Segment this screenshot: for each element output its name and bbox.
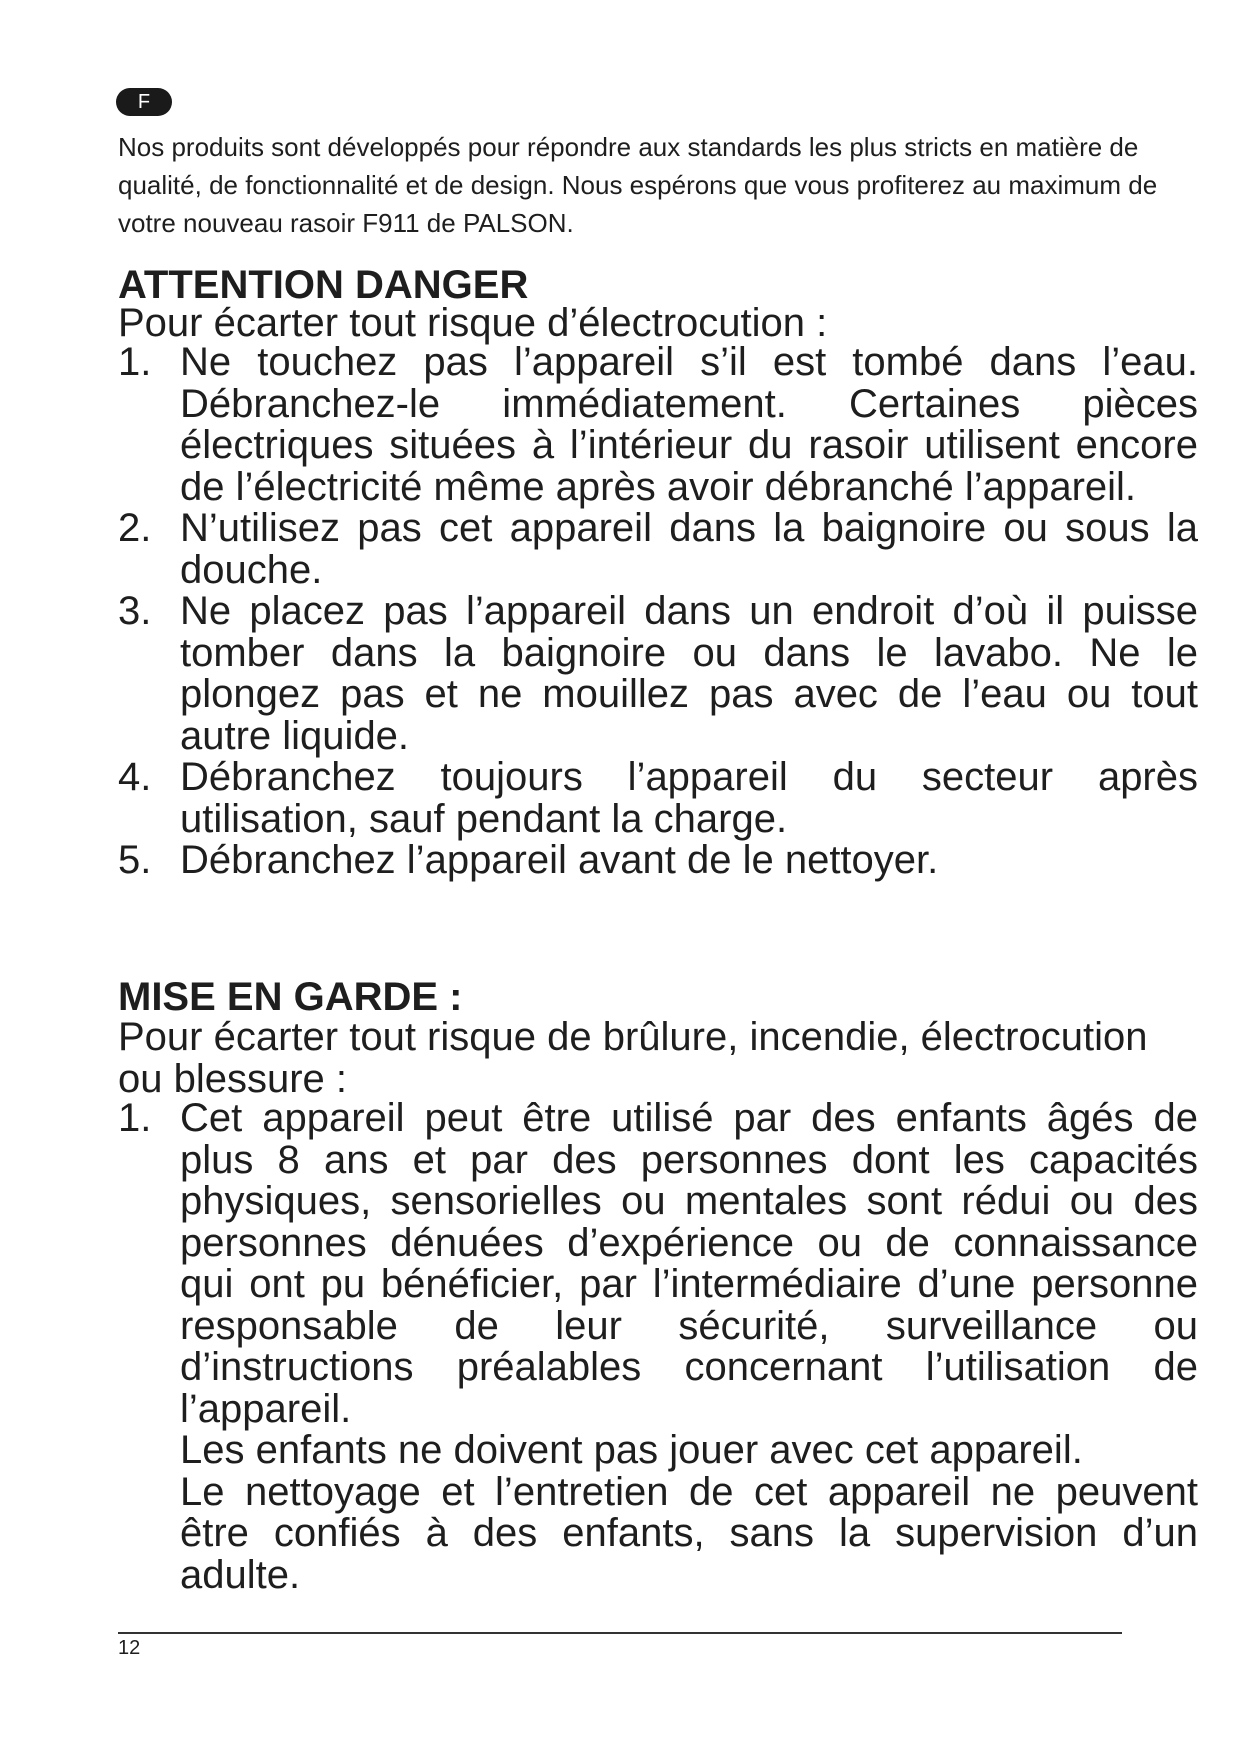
item-text: N’utilisez pas cet appareil dans la baignoire ou sous la douche.: [180, 506, 1198, 592]
danger-item: [118, 591, 1198, 757]
warning-title: MISE EN GARDE :: [118, 975, 463, 1019]
footer-divider: [118, 1632, 1122, 1634]
item-number: 3.: [118, 589, 152, 633]
danger-title: ATTENTION DANGER: [118, 263, 529, 307]
item-text-cleaning: Le nettoyage et l’entretien de cet appareil ne peuvent être confiés à des enfants, sans la supervision d’un adulte.: [180, 1469, 1198, 1597]
danger-item: [118, 508, 1198, 591]
warning-item: [118, 1098, 1198, 1596]
item-number: 1.: [118, 1096, 152, 1140]
danger-item: [118, 757, 1198, 840]
item-text: Débranchez l’appareil avant de le nettoyer.: [180, 838, 939, 882]
item-number: 5.: [118, 838, 152, 882]
danger-subtitle: Pour écarter tout risque d’électrocution :: [118, 301, 828, 345]
danger-list: [118, 342, 1198, 882]
item-text-children-play: Les enfants ne doivent pas jouer avec cet appareil.: [180, 1428, 1083, 1472]
page-number: 12: [118, 1637, 141, 1659]
item-text: Cet appareil peut être utilisé par des enfants âgés de plus 8 ans et par des personnes dont les capacités physiques, sensorielles ou mentales sont rédui ou des personnes dénuées d’expérience ou de connaissance qui ont pu bénéficier, par l’intermédiaire d’une personne responsable de leur sécurité, surveillance ou d’instructions préalables concernant l’utilisation de l’appareil.: [180, 1096, 1198, 1431]
item-text: Ne touchez pas l’appareil s’il est tombé dans l’eau. Débranchez-le immédiatement. Certaines pièces électriques situées à l’intérieur du rasoir utilisent encore de l’électricité même après avoir débranché l’appareil.: [180, 340, 1198, 509]
warning-subtitle: Pour écarter tout risque de brûlure, incendie, électrocution ou blessure :: [118, 1015, 1148, 1101]
item-number: 2.: [118, 506, 152, 550]
intro-paragraph: Nos produits sont développés pour répondre aux standards les plus stricts en matière de qualité, de fonctionnalité et de design. Nous espérons que vous profiterez au maximum de votre nouveau rasoir F911 de PALSON.: [118, 132, 1158, 238]
danger-item: [118, 342, 1198, 508]
language-badge: F: [116, 88, 172, 116]
danger-item: [118, 840, 1198, 882]
item-text: Débranchez toujours l’appareil du secteur après utilisation, sauf pendant la charge.: [180, 755, 1198, 841]
warning-list: [118, 1098, 1198, 1596]
item-number: 1.: [118, 340, 152, 384]
item-number: 4.: [118, 755, 152, 799]
item-text: Ne placez pas l’appareil dans un endroit d’où il puisse tomber dans la baignoire ou dans le lavabo. Ne le plongez pas et ne mouillez pas avec de l’eau ou tout autre liquide.: [180, 589, 1198, 758]
